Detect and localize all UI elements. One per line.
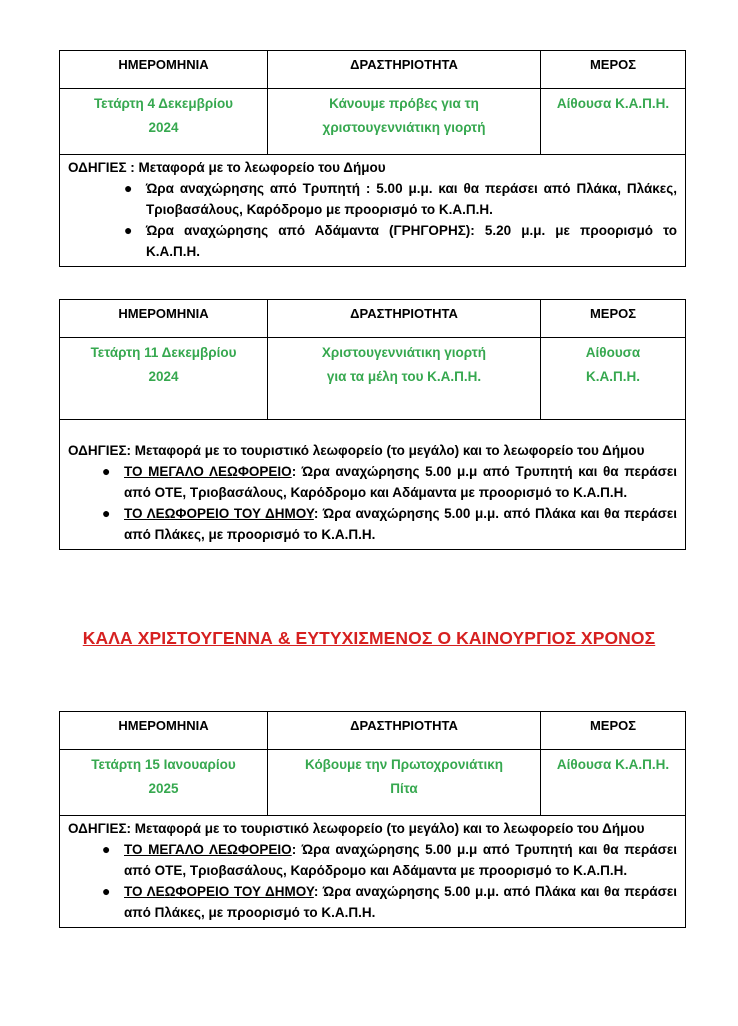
list-item: ● ΤΟ ΛΕΩΦΟΡΕΙΟ ΤΟΥ ΔΗΜΟΥ: Ώρα αναχώρησης 5.00 μ.μ. από Πλάκα και θα περάσει από Πλάκες, με προορισμό το Κ.Α.Π.Η. — [102, 883, 677, 920]
bullet-icon: ● — [102, 841, 111, 857]
event-date — [60, 750, 268, 816]
date-year: 2024 — [148, 369, 179, 384]
date-header: ΗΜΕΡΟΜΗΝΙΑ — [60, 300, 268, 338]
notes-cell — [60, 816, 686, 928]
notes-cell — [60, 420, 686, 550]
notes-title: ΟΔΗΓΙΕΣ: Μεταφορά με το τουριστικό λεωφορείο (το μεγάλο) και το λεωφορείο του Δήμου — [68, 821, 645, 836]
place-line: Κ.Α.Π.Η. — [586, 369, 640, 384]
notes-row — [60, 155, 686, 267]
bullet-icon: ● — [124, 180, 133, 196]
notes-row — [60, 816, 686, 928]
activity-line: χριστουγεννιάτικη γιορτή — [322, 120, 486, 135]
activity-line: Πίτα — [390, 781, 418, 796]
date-year: 2025 — [148, 781, 179, 796]
activity-line: Χριστουγεννιάτικη γιορτή — [321, 345, 487, 360]
list-item: ● ΤΟ ΜΕΓΑΛΟ ΛΕΩΦΟΡΕΙΟ: Ώρα αναχώρησης 5.00 μ.μ από Τρυπητή και θα περάσει από ΟΤΕ, Τριοβασάλους, Καρόδρομο και Αδάμαντα με προορισμό το Κ.Α.Π.Η. — [102, 841, 677, 878]
date-line: Τετάρτη 15 Ιανουαρίου — [91, 757, 236, 772]
activity-header: ΔΡΑΣΤΗΡΙΟΤΗΤΑ — [268, 712, 541, 750]
date-year: 2024 — [148, 120, 179, 135]
date-line: Τετάρτη 11 Δεκεμβρίου — [90, 345, 237, 360]
event-table-1 — [59, 50, 686, 267]
notes-cell — [60, 155, 686, 267]
header-row — [60, 51, 686, 89]
header-row — [60, 300, 686, 338]
notes-title: ΟΔΗΓΙΕΣ : Μεταφορά με το λεωφορείο του Δήμου — [68, 160, 386, 175]
event-row — [60, 750, 686, 816]
event-table-3 — [59, 711, 686, 928]
activity-line: Κόβουμε την Πρωτοχρονιάτικη — [305, 757, 503, 772]
place-header: ΜΕΡΟΣ — [541, 51, 686, 89]
activity-header: ΔΡΑΣΤΗΡΙΟΤΗΤΑ — [268, 51, 541, 89]
holiday-greeting: ΚΑΛΑ ΧΡΙΣΤΟΥΓΕΝΝΑ & ΕΥΤΥΧΙΣΜΕΝΟΣ Ο ΚΑΙΝΟΥΡΓΙΟΣ ΧΡΟΝΟΣ — [82, 628, 656, 648]
notes-list — [68, 839, 677, 923]
bullet-icon: ● — [102, 883, 111, 899]
date-header: ΗΜΕΡΟΜΗΝΙΑ — [60, 51, 268, 89]
event-activity — [268, 338, 541, 420]
list-item: ● ΤΟ ΜΕΓΑΛΟ ΛΕΩΦΟΡΕΙΟ: Ώρα αναχώρησης 5.00 μ.μ από Τρυπητή και θα περάσει από ΟΤΕ, Τριοβασάλους, Καρόδρομο και Αδάμαντα με προορισμό το Κ.Α.Π.Η. — [102, 463, 677, 500]
event-place — [541, 338, 686, 420]
event-place — [541, 89, 686, 155]
activity-line: για τα μέλη του Κ.Α.Π.Η. — [326, 369, 482, 384]
list-item: ● Ώρα αναχώρησης από Τρυπητή : 5.00 μ.μ. και θα περάσει από Πλάκα, Πλάκες, Τριοβασάλους, Καρόδρομο με προορισμό το Κ.Α.Π.Η. — [124, 180, 677, 217]
activity-line: Κάνουμε πρόβες για τη — [329, 96, 479, 111]
place-header: ΜΕΡΟΣ — [541, 300, 686, 338]
event-table-2 — [59, 299, 686, 550]
notes-list — [68, 461, 677, 545]
event-date — [60, 89, 268, 155]
date-header: ΗΜΕΡΟΜΗΝΙΑ — [60, 712, 268, 750]
event-place — [541, 750, 686, 816]
place-header: ΜΕΡΟΣ — [541, 712, 686, 750]
event-row — [60, 89, 686, 155]
bullet-icon: ● — [124, 222, 133, 238]
activity-header: ΔΡΑΣΤΗΡΙΟΤΗΤΑ — [268, 300, 541, 338]
list-item: ● Ώρα αναχώρησης από Αδάμαντα (ΓΡΗΓΟΡΗΣ): 5.20 μ.μ. με προορισμό το Κ.Α.Π.Η. — [124, 222, 677, 259]
header-row — [60, 712, 686, 750]
event-activity — [268, 750, 541, 816]
date-line: Τετάρτη 4 Δεκεμβρίου — [93, 96, 234, 111]
notes-title: ΟΔΗΓΙΕΣ: Μεταφορά με το τουριστικό λεωφορείο (το μεγάλο) και το λεωφορείο του Δήμου — [68, 443, 645, 458]
list-item: ● ΤΟ ΛΕΩΦΟΡΕΙΟ ΤΟΥ ΔΗΜΟΥ: Ώρα αναχώρησης 5.00 μ.μ. από Πλάκα και θα περάσει από Πλάκες, με προορισμό το Κ.Α.Π.Η. — [102, 505, 677, 542]
place-line: Αίθουσα — [585, 345, 641, 360]
event-date — [60, 338, 268, 420]
notes-list — [68, 178, 677, 262]
event-row — [60, 338, 686, 420]
place-line: Αίθουσα Κ.Α.Π.Η. — [556, 757, 670, 772]
notes-row — [60, 420, 686, 550]
event-activity — [268, 89, 541, 155]
bullet-icon: ● — [102, 463, 111, 479]
place-line: Αίθουσα Κ.Α.Π.Η. — [556, 96, 670, 111]
bullet-icon: ● — [102, 505, 111, 521]
